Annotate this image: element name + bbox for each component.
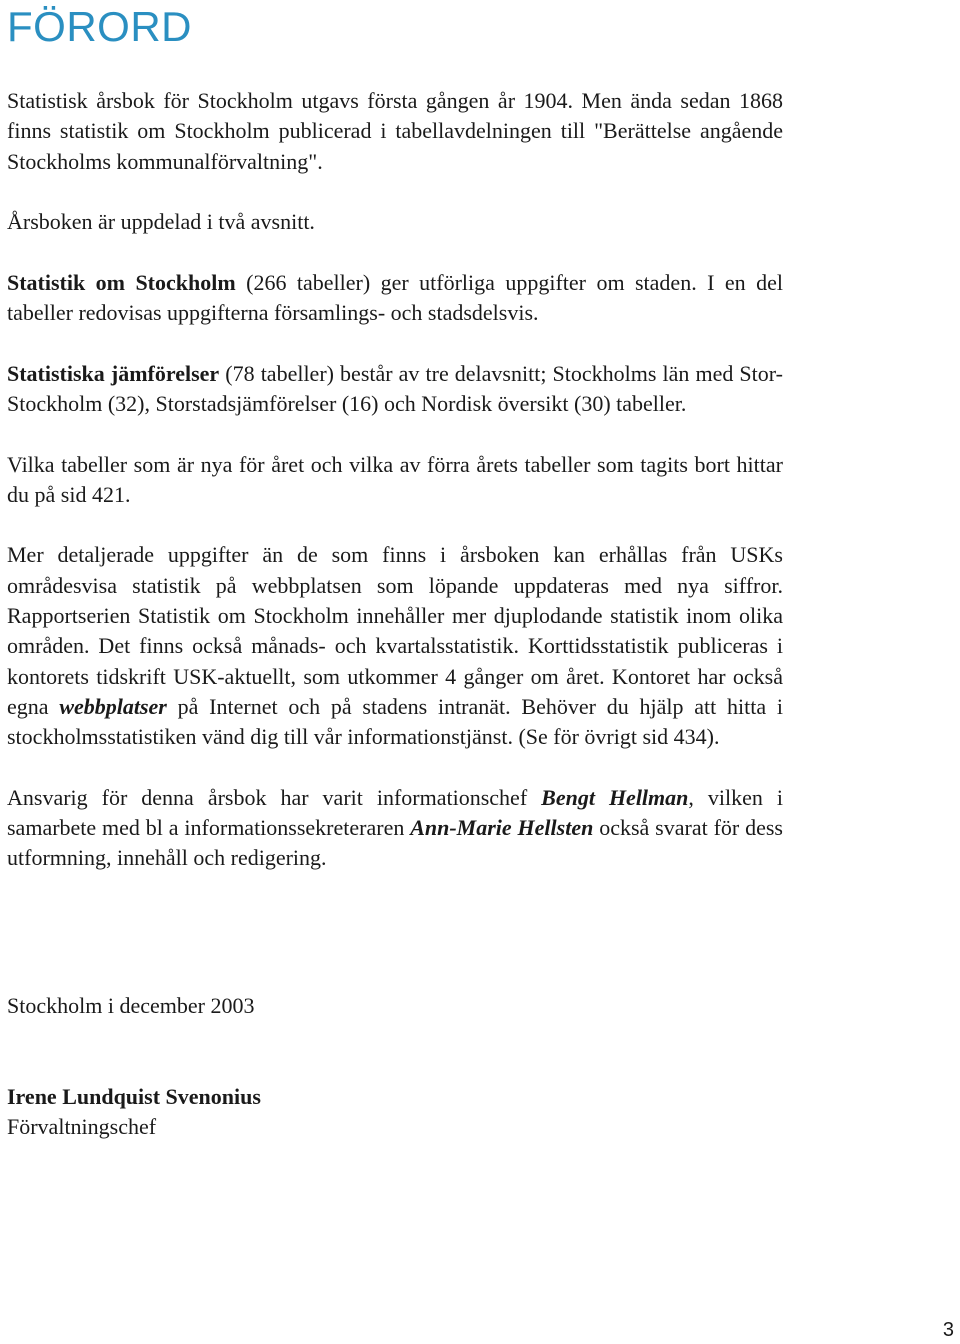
person-name-ann-marie-hellsten: Ann-Marie Hellsten — [410, 815, 594, 841]
paragraph-statistiska-jamforelser — [7, 359, 783, 420]
paragraph-text: också svarat för dess utformning, innehåll och redigering. — [7, 815, 783, 871]
paragraph-responsible — [7, 783, 783, 874]
signer-role: Förvaltningschef — [7, 1114, 157, 1140]
paragraph-text: Ansvarig för denna årsbok har varit informationschef — [7, 784, 542, 810]
signature-block — [7, 1082, 261, 1143]
section-name-statistik-om-stockholm: Statistik om Stockholm — [7, 269, 236, 295]
paragraph-text: (78 tabeller) består av tre delavsnitt; Stockholms län med Stor-Stockholm (32), Storstadsjämförelser (16) och Nordisk översikt (30) tabeller. — [7, 360, 783, 416]
paragraph-text: Mer detaljerade uppgifter än de som finns i årsboken kan erhållas från USKs områdesvisa statistik på webbplatsen som löpande uppdateras med nya siffror. Rapportserien Statistik om Stockholm innehåller mer djuplodande statistik inom olika områden. Det finns också månads- och kvartalsstatistik. Korttidsstatistik publiceras i kontorets tidskrift USK-aktuellt, som utkommer 4 gånger om året. Kontoret har också egna — [7, 542, 783, 719]
paragraph-statistik-om-stockholm — [7, 268, 783, 329]
paragraph-text: på Internet och på stadens intranät. Behöver du hjälp att hitta i stockholmsstatistiken vänd dig till vår informationstjänst. (Se för övrigt sid 434). — [7, 693, 783, 750]
paragraph-history: Statistisk årsbok för Stockholm utgavs första gången år 1904. Men ända sedan 1868 finns statistik om Stockholm publicerad i tabellavdelningen till "Berättelse angående Stockholms kommunalförvaltning". — [7, 88, 783, 174]
paragraph-more-statistics — [7, 540, 783, 752]
section-name-statistiska-jamforelser: Statistiska jämförelser — [7, 360, 220, 386]
signer-name: Irene Lundquist Svenonius — [7, 1084, 261, 1109]
paragraph-new-tables: Vilka tabeller som är nya för året och vilka av förra årets tabeller som tagits bort hittar du på sid 421. — [7, 451, 783, 507]
paragraph-text: (266 tabeller) ger utförliga uppgifter om staden. I en del tabeller redovisas uppgifterna församlings- och stadsdelsvis. — [7, 269, 783, 326]
emphasis-webbplatser: webbplatser — [59, 693, 167, 719]
page-number: 3 — [942, 1319, 954, 1341]
paragraph-sections: Årsboken är uppdelad i två avsnitt. — [7, 209, 315, 235]
paragraph-text: , vilken i samarbete med bl a informationssekreteraren — [7, 784, 783, 841]
page-title: FÖRORD — [7, 3, 192, 50]
body-text — [7, 86, 783, 904]
person-name-bengt-hellman: Bengt Hellman — [541, 784, 689, 810]
place-and-date: Stockholm i december 2003 — [7, 993, 255, 1018]
